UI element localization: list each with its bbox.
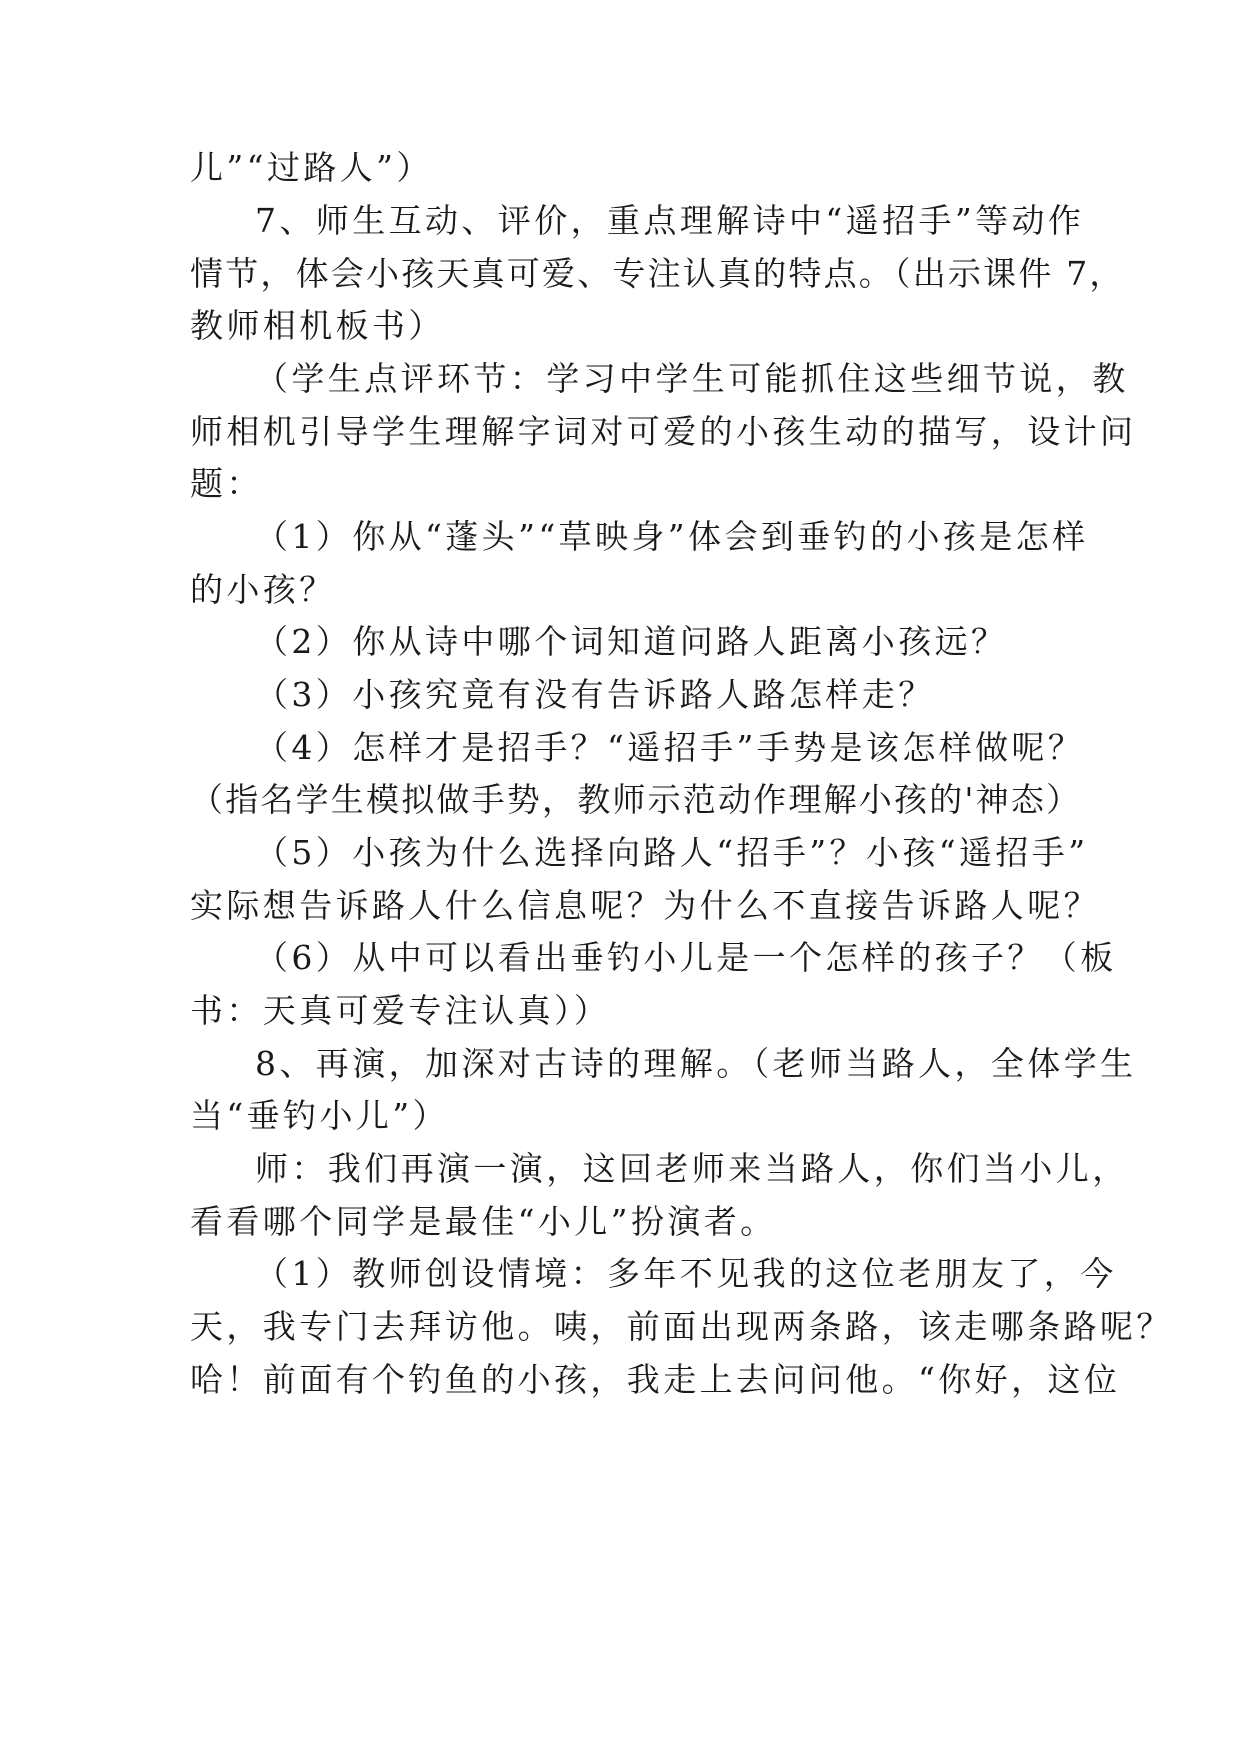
text-line: 情节，体会小孩天真可爱、专注认真的特点。（出示课件 7， bbox=[190, 254, 1125, 293]
text-line: 师：我们再演一演，这回老师来当路人，你们当小儿， bbox=[255, 1149, 1129, 1188]
text-line: 哈！前面有个钓鱼的小孩，我走上去问问他。“你好，这位 bbox=[190, 1360, 1121, 1399]
text-line: 天，我专门去拜访他。咦，前面出现两条路，该走哪条路呢？ bbox=[190, 1307, 1173, 1346]
text-line: 的小孩？ bbox=[190, 570, 336, 609]
text-line: 师相机引导学生理解字词对可爱的小孩生动的描写，设计问 bbox=[190, 412, 1137, 451]
text-line: （6）从中可以看出垂钓小儿是一个怎样的孩子？（板 bbox=[255, 938, 1117, 977]
text-line: 题： bbox=[190, 464, 263, 503]
text-line: （学生点评环节：学习中学生可能抓住这些细节说，教 bbox=[255, 359, 1129, 398]
text-line: （2）你从诗中哪个词知道问路人距离小孩远？ bbox=[255, 622, 1008, 661]
text-line: （1）教师创设情境：多年不见我的这位老朋友了，今 bbox=[255, 1254, 1117, 1293]
text-line: 7、师生互动、评价，重点理解诗中“遥招手”等动作 bbox=[255, 201, 1085, 240]
text-line: （3）小孩究竟有没有告诉路人路怎样走？ bbox=[255, 675, 935, 714]
text-line: （5）小孩为什么选择向路人“招手”？小孩“遥招手” bbox=[255, 833, 1089, 872]
text-line: （4）怎样才是招手？“遥招手”手势是该怎样做呢？ bbox=[255, 728, 1085, 767]
text-line: 8、再演，加深对古诗的理解。（老师当路人，全体学生 bbox=[255, 1044, 1137, 1083]
text-line: 看看哪个同学是最佳“小儿”扮演者。 bbox=[190, 1202, 777, 1241]
text-line: 教师相机板书） bbox=[190, 306, 445, 345]
text-line: 实际想告诉路人什么信息呢？为什么不直接告诉路人呢？ bbox=[190, 886, 1100, 925]
text-line: 儿”“过路人”） bbox=[190, 148, 433, 187]
text-line: 当“垂钓小儿”） bbox=[190, 1096, 449, 1135]
text-line: （指名学生模拟做手势，教师示范动作理解小孩的'神态） bbox=[190, 780, 1082, 819]
text-line: （1）你从“蓬头”“草映身”体会到垂钓的小孩是怎样 bbox=[255, 517, 1089, 556]
text-line: 书：天真可爱专注认真）） bbox=[190, 991, 611, 1030]
